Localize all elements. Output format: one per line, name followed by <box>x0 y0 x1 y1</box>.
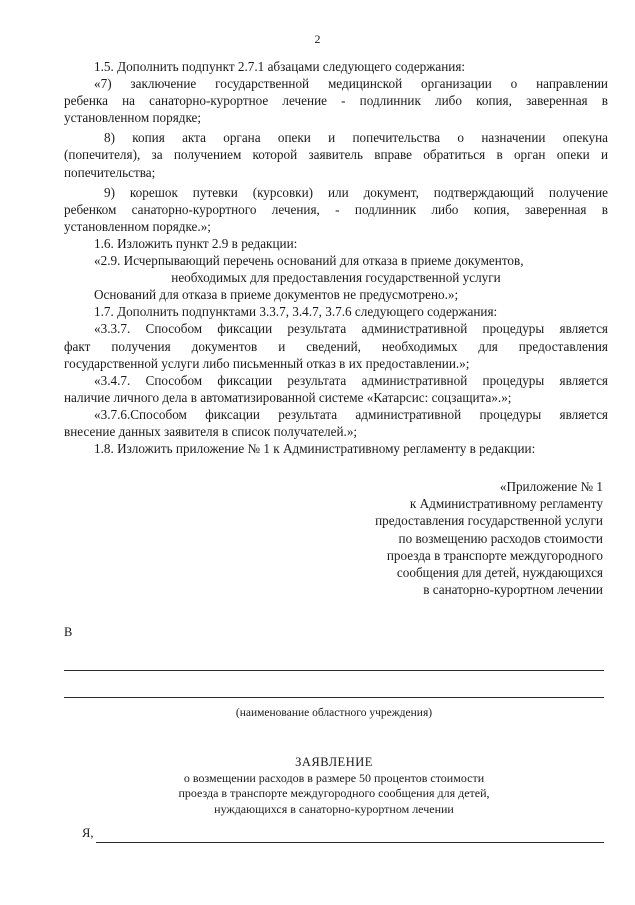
paragraph-3-4-7-line: «3.4.7. Способом фиксации результата административной процедуры является <box>94 372 608 388</box>
paragraph-7-line: установленном порядке; <box>64 110 202 126</box>
paragraph-3-3-7-line: факт получения документов и сведений, необходимых для предоставления <box>64 338 608 354</box>
paragraph-1-6: 1.6. Изложить пункт 2.9 в редакции: <box>94 235 298 251</box>
paragraph-3-3-7-line: «3.3.7. Способом фиксации результата административной процедуры является <box>94 321 608 337</box>
appendix-line: в санаторно-курортном лечении <box>423 582 603 598</box>
application-title-block <box>64 755 604 817</box>
appendix-header <box>375 478 603 598</box>
addressee-fill-line <box>64 670 604 671</box>
appendix-line: к Административному регламенту <box>409 496 603 512</box>
paragraph-8-line: (попечителя), за получением которой заявитель вправе обратиться в орган опеки и <box>64 147 608 163</box>
paragraph-9-line: ребенком санаторно-курортного лечения, - подлинник либо копия, заверенная в <box>64 201 608 217</box>
application-title: ЗАЯВЛЕНИЕ <box>295 755 373 769</box>
paragraph-7-line: ребенка на санаторно-курортное лечение - подлинник либо копия, заверенная в <box>64 93 608 109</box>
paragraph-9-line: установленном порядке.»; <box>64 218 211 234</box>
institution-fill-line <box>64 697 604 698</box>
paragraph-9-line: 9) корешок путевки (курсовки) или документ, подтверждающий получение <box>104 184 608 200</box>
applicant-label: Я, <box>82 826 94 840</box>
paragraph-2-9-line: «2.9. Исчерпывающий перечень оснований для отказа в приеме документов, <box>94 253 524 269</box>
amendments-text <box>64 58 608 457</box>
paragraph-1-7: 1.7. Дополнить подпунктами 3.3.7, 3.4.7, 3.7.6 следующего содержания: <box>94 304 498 320</box>
paragraph-3-3-7-line: государственной услуги либо письменный отказ в их предоставлении.»; <box>64 355 470 371</box>
institution-caption: (наименование областного учреждения) <box>235 707 433 719</box>
applicant-fill-line <box>96 842 604 843</box>
paragraph-1-8: 1.8. Изложить приложение № 1 к Административному регламенту в редакции: <box>94 441 536 457</box>
application-subtitle-line: нуждающихся в санаторно-курортном лечении <box>214 801 454 816</box>
paragraph-3-7-6-line: внесение данных заявителя в список получателей.»; <box>64 423 358 439</box>
appendix-line: по возмещению расходов стоимости <box>398 530 603 546</box>
page-number: 2 <box>314 32 321 46</box>
paragraph-3-7-6-line: «3.7.6.Способом фиксации результата административной процедуры является <box>94 406 608 422</box>
addressee-label: В <box>64 625 73 639</box>
appendix-line: «Приложение № 1 <box>499 479 603 494</box>
application-subtitle-line: о возмещении расходов в размере 50 процентов стоимости <box>183 770 485 785</box>
paragraph-2-9-b: Оснований для отказа в приеме документов не предусмотрено.»; <box>94 287 459 303</box>
appendix-line: проезда в транспорте междугородного <box>386 547 603 563</box>
paragraph-2-9-line: необходимых для предоставления государственной услуги <box>171 270 501 286</box>
paragraph-1-5: 1.5. Дополнить подпункт 2.7.1 абзацами следующего содержания: <box>94 59 466 74</box>
appendix-line: предоставления государственной услуги <box>375 513 603 529</box>
application-subtitle-line: проезда в транспорте междугородного сообщения для детей, <box>178 786 490 800</box>
paragraph-7-line: «7) заключение государственной медицинской организации о направлении <box>94 76 608 92</box>
paragraph-8-line: попечительства; <box>64 164 156 180</box>
appendix-line: сообщения для детей, нуждающихся <box>396 565 603 581</box>
paragraph-8-line: 8) копия акта органа опеки и попечительства о назначении опекуна <box>104 130 608 146</box>
paragraph-3-4-7-line: наличие личного дела в автоматизированной системе «Катарсис: соцзащита».»; <box>64 389 512 405</box>
